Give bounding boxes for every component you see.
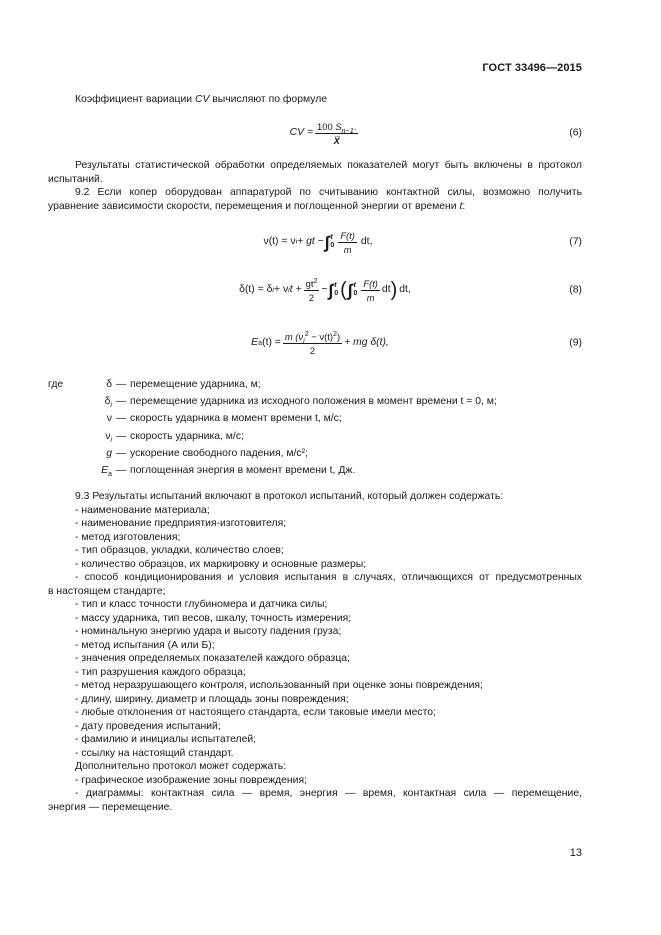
list-item: - фамилию и инициалы испытателей;: [75, 734, 257, 745]
cv-intro: [48, 93, 582, 107]
formula-8-int-bot-outer: 0: [334, 290, 339, 297]
formula-9-num-sub: i: [303, 335, 305, 345]
formula-9-num-sup: 2: [304, 328, 309, 338]
formula-9-lhs-var: E: [251, 337, 259, 349]
def-symbol: δ: [104, 396, 111, 408]
list-item: - наименование материала;: [75, 504, 210, 516]
formula-8-tail: dt,: [399, 284, 411, 296]
formula-9-num-sup2: 2: [332, 328, 337, 338]
formula-9-tail: + mg δ(t),: [344, 337, 389, 349]
list-item: - метод неразрушающего контроля, использованный при оценке зоны повреждения;: [75, 680, 483, 691]
right-paren-icon: ): [390, 279, 398, 301]
para-9-2-post: :: [462, 200, 466, 212]
list-item: - тип разрушения каждого образца;: [75, 666, 246, 678]
left-paren-icon: (: [340, 279, 347, 301]
para-results: Результаты статистической обработки определяемых показателей могут быть включены в протокол испытаний.: [48, 160, 582, 185]
formula-8-minus: −: [321, 284, 328, 296]
formula-8-lhs: δ(t) = δ: [239, 284, 273, 296]
list-item-continuation: в настоящем стандарте;: [48, 585, 166, 597]
optional-intro: Дополнительно протокол может содержать:: [75, 761, 287, 772]
formula-6: [48, 113, 582, 153]
formula-8-fraction-1: [304, 275, 320, 303]
formula-6-num-var: S: [335, 120, 342, 132]
formula-9-number: (9): [569, 337, 582, 349]
formula-8-inner-tail: dt: [381, 284, 391, 296]
para-results-block: [48, 159, 582, 213]
integral-icon: ∫: [347, 280, 353, 300]
integral-icon: ∫: [328, 280, 334, 300]
cv-intro-post: вычисляют по формуле: [209, 94, 328, 105]
formula-9-num-pre: m (ν: [284, 330, 304, 342]
list-item: - значения определяемых показателей каждого образца;: [75, 653, 350, 664]
formula-6-den: X̅: [333, 134, 340, 146]
formula-7-frac-den: m: [343, 243, 352, 255]
formula-6-lhs: CV =: [289, 127, 314, 139]
formula-6-num-coef: 100: [317, 120, 336, 132]
formula-7-number: (7): [569, 236, 582, 248]
definition-row: [48, 430, 582, 447]
def-dash: —: [116, 379, 127, 390]
def-symbol: ν: [105, 430, 111, 442]
formula-9: E a (t) = $\frac{m (\nu_i^2 - \nu(t)^2)}{2}$ + mg δ(t), (9): [251, 328, 582, 356]
para-9-2-pre: 9.2 Если копер оборудован аппаратурой по считыванию контактной силы, возможно получить уравнение зависимости скорости, перемещения и поглощенной энергии от времени: [48, 187, 582, 212]
formula-7-lhs: ν(t) = ν: [263, 236, 296, 248]
formula-8-mid2: t +: [289, 284, 302, 296]
list-item: - дату проведения испытаний;: [75, 720, 221, 732]
formula-6-fraction: [315, 121, 358, 146]
formula-8-frac1-den: 2: [308, 291, 315, 303]
formula-7-mid: + gt −: [297, 236, 324, 248]
formula-8-mid1: + ν: [274, 284, 289, 296]
formula-9-num-mid: − ν(t): [308, 330, 333, 342]
formula-8-frac1-num-sup: 2: [313, 275, 318, 285]
list-item: - любые отклонения от настоящего стандарта, если таковые имели место;: [75, 707, 436, 718]
definition-row: [48, 395, 582, 412]
list-item: - тип образцов, укладки, количество слоев;: [75, 545, 284, 556]
page-number: 13: [569, 847, 582, 859]
list-item: - длину, ширину, диаметр и площадь зоны повреждения;: [75, 693, 349, 705]
def-symbol-sub: a: [108, 469, 112, 479]
def-text: скорость ударника, м/с;: [130, 430, 244, 442]
def-text: поглощенная энергия в момент времени t, Дж.: [130, 464, 356, 476]
para-9-2: [48, 186, 582, 213]
document-header: ГОСТ 33496—2015: [482, 62, 582, 74]
list-item: - номинальную энергию удара и высоту падения груза;: [75, 626, 342, 637]
formula-7-tail: dt,: [360, 236, 373, 248]
formula-9-den: 2: [309, 344, 316, 356]
cv-intro-pre: Коэффициент вариации: [75, 94, 195, 105]
def-dash: —: [116, 396, 127, 408]
def-dash: —: [116, 413, 127, 425]
optional-list-item: - диаграммы: контактная сила — время, энергия — время, контактная сила — перемещение,: [75, 788, 582, 799]
list-item: - ссылку на настоящий стандарт.: [75, 747, 234, 759]
def-symbol: ν: [106, 413, 112, 425]
formula-9-fraction: [283, 328, 342, 356]
formula-7: ν(t) = ν i + gt − ∫ t 0 $\frac{F(t)}{m}$ dt, (7): [263, 229, 582, 255]
list-item: - метод изготовления;: [75, 531, 181, 543]
def-text: ускорение свободного падения, м/с²;: [130, 447, 308, 459]
optional-list-item-continuation: энергия — перемещение.: [48, 801, 173, 813]
definition-row: [48, 378, 582, 395]
formula-6-num-sub: n−1: [341, 125, 354, 135]
def-text: перемещение ударника из исходного положения в момент времени t = 0, м;: [130, 396, 497, 408]
formula-7-int-top: t: [330, 234, 333, 241]
def-symbol: δ: [106, 379, 112, 390]
def-text: скорость ударника в момент времени t, м/с;: [130, 413, 342, 425]
formula-8-int-top-inner: t: [353, 282, 356, 289]
def-dash: —: [116, 430, 127, 442]
para-9-2-var: t: [459, 200, 463, 212]
list-item: - метод испытания (А или Б);: [75, 639, 215, 651]
def-dash: —: [116, 464, 127, 476]
def-symbol-sub: i: [110, 434, 112, 444]
section-9-3-intro: 9.3 Результаты испытаний включают в протокол испытаний, который должен содержать:: [75, 491, 504, 502]
formula-8-number: (8): [569, 284, 582, 296]
cv-symbol: CV: [194, 94, 210, 105]
formula-9-lhs-tail: (t) =: [262, 337, 281, 349]
formula-6-number: (6): [569, 127, 582, 139]
integral-icon: ∫: [324, 232, 330, 252]
formula-6-num-tail: .: [353, 120, 357, 132]
formula-9-num-post: ): [336, 330, 341, 342]
formula-8: δ(t) = δ i + ν i t + $\frac{gt^2}{2}$ − ∫ t 0 ( ∫ t 0 $\frac{F(t)}{m}$ dt ) dt, (8): [239, 275, 582, 303]
section-9-3: [48, 490, 582, 814]
definitions-list: [48, 378, 582, 481]
optional-list-item: - графическое изображение зоны повреждения;: [75, 774, 307, 786]
def-dash: —: [116, 447, 127, 459]
def-symbol: E: [101, 464, 108, 476]
formula-8-frac2-num: F(t): [363, 277, 378, 289]
list-item: - количество образцов, их маркировку и основные размеры;: [75, 558, 367, 570]
formula-7-int-bot: 0: [330, 242, 335, 249]
formula-8-int-top-outer: t: [334, 282, 337, 289]
definition-row: [48, 412, 582, 429]
list-item: - способ кондиционирования и условия испытания в случаях, отличающихся от предусмотренных: [75, 572, 582, 583]
formula-7-frac-num: F(t): [340, 229, 355, 241]
formula-8-int-bot-inner: 0: [353, 290, 358, 297]
def-symbol-sub: i: [110, 400, 112, 410]
def-symbol: g: [106, 447, 112, 459]
formula-8-frac2-den: m: [366, 291, 375, 303]
formula-8-fraction-2: [361, 278, 380, 303]
list-item: - тип и класс точности глубиномера и датчика силы;: [75, 599, 328, 610]
def-text: перемещение ударника, м;: [130, 379, 261, 390]
definition-row: [48, 447, 582, 464]
formula-7-fraction: [338, 230, 357, 255]
definitions-lead: где: [48, 379, 64, 390]
list-item: - наименование предприятия-изготовителя;: [75, 518, 287, 529]
list-item: - массу ударника, тип весов, шкалу, точность измерения;: [75, 612, 352, 624]
definition-row: [48, 464, 582, 481]
formula-8-frac1-num: gt: [305, 277, 314, 289]
